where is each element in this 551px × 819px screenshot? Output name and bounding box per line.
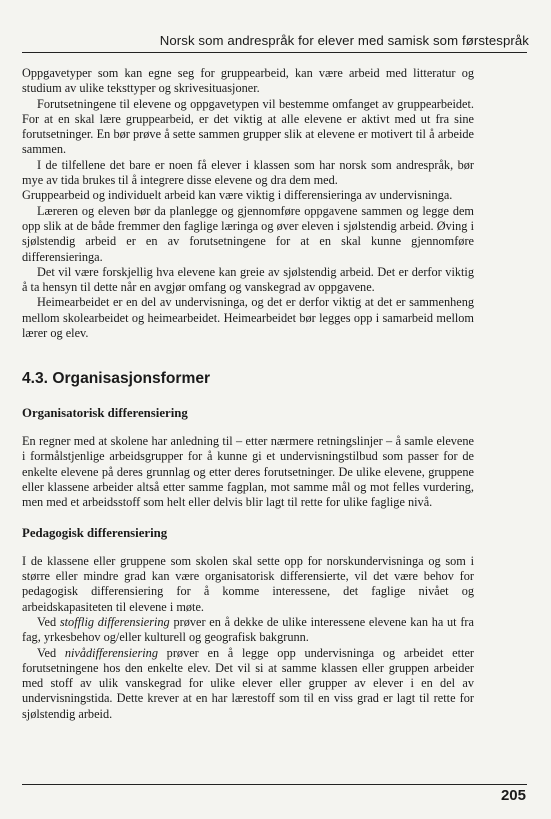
subheading-pedagogisk: Pedagogisk differensiering	[22, 526, 168, 541]
text-run: Ved	[37, 645, 65, 660]
italic-term: stofflig differensiering	[59, 614, 170, 629]
section-heading: 4.3. Organisasjonsformer	[22, 370, 211, 388]
paragraph: I de tilfellene det bare er noen få elever i klassen som har norsk som andrespråk, bør mye av tida brukes til å integrere disse elevene og dra dem med.	[22, 157, 474, 188]
paragraph: En regner med at skolene har anledning til – etter nærmere retningslinjer – å samle elevene i formålstjenlige arbeidsgrupper for å kunne gi et undervisningstilbud som passer for de enkelte elevene på deres grunnlag og etter deres forutsetninger. De ulike elevene, gruppene eller klassene arbeider altså etter samme fagplan, mot samme mål og mot felles vurdering, men med et arbeidsstoff som helt eller delvis blir lagt til rette for ulike faglige nivå.	[22, 433, 474, 510]
paragraph	[22, 646, 474, 722]
text-run: prøver en å dekke de ulike interessene elevene kan ha ut fra fag, yrkesbehov og/eller kulturell og geografisk bakgrunn.	[22, 614, 474, 645]
body-text	[22, 66, 474, 722]
paragraph	[22, 615, 474, 646]
paragraph: Gruppearbeid og individuelt arbeid kan være viktig i differensieringa av undervisninga.	[22, 188, 453, 203]
paragraph: Oppgavetyper som kan egne seg for gruppearbeid, kan være arbeid med litteratur og studium av ulike teksttyper og skrivesituasjoner.	[22, 66, 474, 96]
subheading-organisatorisk: Organisatorisk differensiering	[22, 405, 188, 420]
header-rule	[22, 52, 527, 53]
paragraph: Heimearbeidet er en del av undervisninga, og det er derfor viktig at det er sammenheng mellom skolearbeidet og heimearbeidet. Heimearbeidet bør legges opp i samarbeid mellom lærer og elev.	[22, 295, 474, 341]
paragraph: Læreren og eleven bør da planlegge og gjennomføre oppgavene sammen og legge dem opp slik at de både fremmer den faglige læringa og øver eleven i sjølstendig arbeid. Øving i sjølstendig arbeid er en av forutsetningene for at en skal kunne gjennomføre differensieringa.	[22, 203, 474, 264]
text-run: Ved	[37, 614, 60, 629]
footer-rule	[22, 784, 527, 785]
paragraph: Forutsetningene til elevene og oppgavetypen vil bestemme omfanget av gruppearbeidet. For at en skal lære gruppearbeid, er det viktig at alle elevene er aktivt med ut fra sine forutsetninger. En bør prøve å sette sammen grupper slik at elevene er motivert til å arbeide sammen.	[22, 96, 474, 157]
page-number: 205	[500, 787, 526, 804]
paragraph: Det vil være forskjellig hva elevene kan greie av sjølstendig arbeid. Det er derfor viktig å ta hensyn til dette når en avgjør omfang og vanskegrad av oppgavene.	[22, 264, 474, 295]
paragraph: I de klassene eller gruppene som skolen skal sette opp for norskundervisninga og som i større eller mindre grad kan være organisatorisk differensierte, vil det være behov for pedagogisk differensiering for å komme interessene, det faglige nivået og arbeidskapasiteten til elevene i møte.	[22, 553, 474, 614]
italic-term: nivådifferensiering	[64, 645, 158, 660]
text-run: prøver en å legge opp undervisninga og arbeidet etter forutsetningene hos den enkelte elev. Det vil si at samme klassen eller gruppen arbeider med stoff av ulik vanskegrad for ulike elever eller grupper av elever i en del av undervisningstida. Dette krever at en har lærestoff som til en viss grad er lagt til rette for sjølstendig arbeid.	[22, 645, 474, 721]
running-header: Norsk som andrespråk for elever med samisk som førstespråk	[159, 33, 529, 48]
